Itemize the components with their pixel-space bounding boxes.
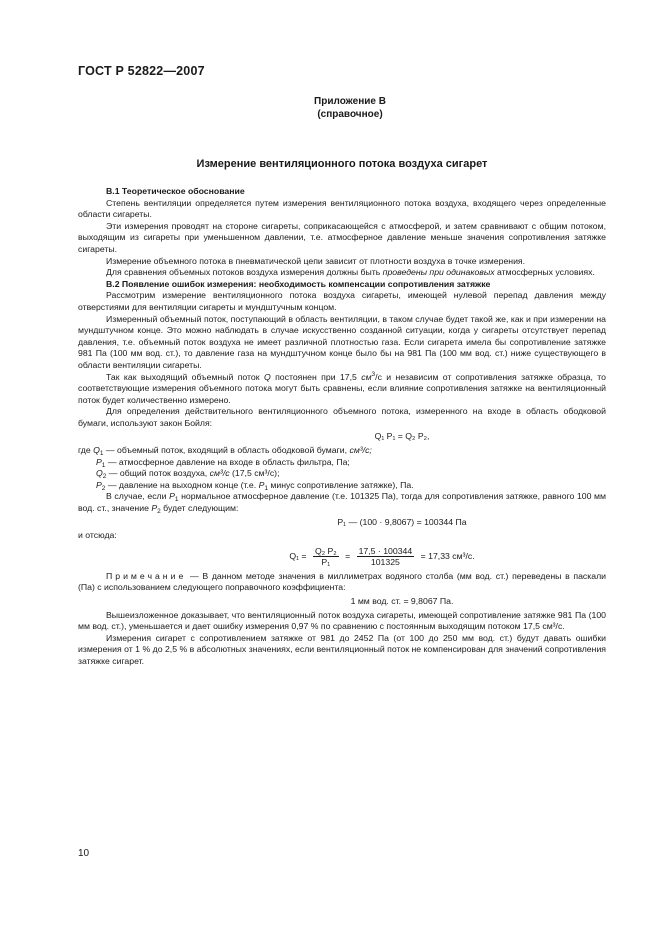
paragraph-hence: и отсюда: (78, 530, 117, 541)
paragraph: Рассмотрим измерение вентиляционного потока воздуха сигареты, имеющей нулевой перепад давления между отверстиями для вентиляции сигареты и мундштучным концом. (78, 290, 606, 312)
annex-type: (справочное) (317, 109, 383, 120)
section-heading-b1: В.1 Теоретическое обоснование (106, 186, 245, 196)
paragraph: Вышеизложенное доказывает, что вентиляционный поток воздуха сигареты, имеющей сопротивление затяжке 981 Па (100 мм вод. ст.), уменьшается и дает ошибку измерения 0,97 % по сравнению с постоянным выходящим потоком 17,5 см³/с. (78, 609, 606, 632)
definition-p2: $P_2$ — давление на выходном конце (т.е. $P_1$ минус сопротивление затяжке), Па. (96, 479, 414, 492)
page-number: 10 (78, 848, 90, 859)
paragraph: Степень вентиляции определяется путем измерения вентиляционного потока воздуха, входящего через определенные области сигареты. (78, 197, 606, 220)
paragraph: Для сравнения объемных потоков воздуха измерения должны быть проведены при одинаковых атмосферных условиях. (106, 267, 595, 278)
equation-p1: P₁ — (100 · 9,8067) = 100344 Па (337, 516, 467, 527)
note-label: Примечание (106, 570, 187, 581)
standard-header: ГОСТ Р 52822—2007 (78, 64, 205, 78)
fraction: $\frac{17,5 \cdot 100344}{101325}$ (358, 545, 413, 567)
equation-q1: Q₁ = $\frac{\text{Q₂ P₂}}{\text{P₁}}$ = $\frac{17,5 \cdot 100344}{101325}$ = 17,33 см³/с. (289, 545, 475, 567)
fraction: $\frac{\text{Q₂ P₂}}{\text{P₁}}$ (314, 545, 337, 567)
section-heading-b2: В.2 Появление ошибок измерения: необходимость компенсации сопротивления затяжке (106, 278, 491, 289)
italic-phrase: проведены при одинаковых (382, 267, 495, 278)
annex-heading (200, 95, 500, 121)
note: Примечание — В данном методе значения в миллиметрах водяного столба (мм вод. ст.) переведены в паскали (Па) с использованием следующего поправочного коэффициента: (78, 570, 606, 593)
paragraph: Так как выходящий объемный поток Q постоянен при 17,5 $см^3/с$ и независим от сопротивления затяжке образца, то соответствующие измерения объемного потока могут быть сравнены, если влияние сопротивления затяжке на вентиляционный поток будет количественно измерено. (78, 370, 607, 405)
paragraph: Измерение объемного потока в пневматической цепи зависит от плотности воздуха в точке измерения. (106, 255, 526, 266)
equation-conversion: 1 мм вод. ст. = 9,8067 Па. (350, 596, 454, 606)
paragraph: Для определения действительного вентиляционного объемного потока, измеренного на входе в область ободковой бумаги, используют закон Бойля: (78, 406, 606, 428)
document-body (78, 186, 606, 668)
paragraph: Измерения сигарет с сопротивлением затяжке от 981 до 2452 Па (от 100 до 250 мм вод. ст.) будут давать ошибки измерения от 1 % до 2,5 % в абсолютных значениях, если вентиляционный поток не компенсирован для значений сопротивления затяжке сигарет. (78, 632, 606, 666)
definition-q1: где $Q_1$ — объемный поток, входящий в область ободковой бумаги, см³/с; (78, 445, 372, 458)
annex-label: Приложение В (314, 96, 386, 107)
equation-boyle: Q₁ P₁ = Q₂ P₂, (374, 431, 430, 442)
paragraph: Измеренный объемный поток, поступающий в область вентиляции, в таком случае будет такой же, как и при измерении на мундштучном конце. Это можно наблюдать в случае искусственно созданной ситуации, когда у сигареты отсутствует перепад давления, т.е. объемный поток воздуха не имеет различной плотностью газа. Если сигарета имела бы сопротивление затяжке 981 Па (100 мм вод. ст.), то давление газа на мундштучном конце было бы на 981 Па (100 мм вод. ст.) ниже существующего в области вентиляции сигареты. (78, 313, 606, 370)
definition-p1: $P_1$ — атмосферное давление на входе в область фильтра, Па; (96, 456, 350, 469)
paragraph: Эти измерения проводят на стороне сигареты, соприкасающейся с атмосферой, и затем сравнивают с общим потоком, выходящим из сигареты при уменьшенном давлении, т.е. атмосферное давление меньше значения сопротивления затяжке сигареты. (78, 220, 606, 254)
paragraph: В случае, если $P_1$ нормальное атмосферное давление (т.е. 101325 Па), тогда для сопротивления затяжке, равного 100 мм вод. ст., значение $P_2$ будет следующим: (78, 491, 606, 516)
definition-q2: $Q_2$ — общий поток воздуха, см³/с (17,5 см³/с); (96, 468, 280, 481)
document-title: Измерение вентиляционного потока воздуха сигарет (196, 158, 488, 170)
